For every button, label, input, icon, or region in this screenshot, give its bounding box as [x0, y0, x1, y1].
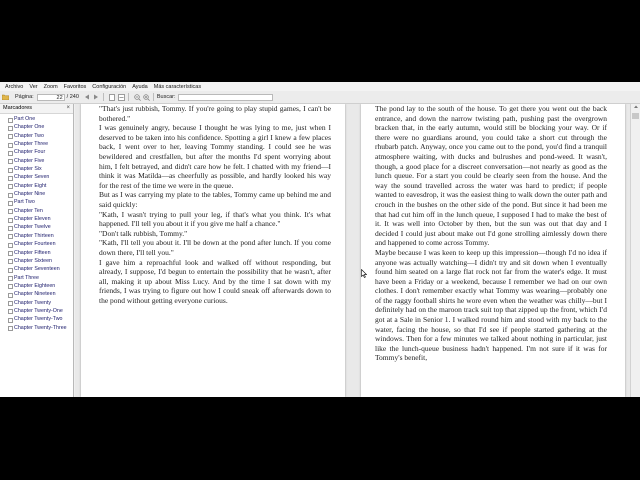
menu-configuracion[interactable]: Configuración [92, 83, 127, 90]
close-icon[interactable]: × [66, 105, 70, 111]
bookmark-item[interactable]: Chapter Eleven [0, 215, 73, 223]
search-input[interactable] [178, 94, 273, 101]
menu-favoritos[interactable]: Favoritos [63, 83, 87, 90]
pdf-reader-window [0, 82, 640, 397]
bookmark-item[interactable]: Chapter Twelve [0, 223, 73, 231]
zoom-in-icon[interactable] [143, 94, 150, 101]
fit-page-icon[interactable] [109, 94, 116, 101]
page-total: / 240 [66, 94, 79, 100]
paragraph: "Kath, I wasn't trying to pull your leg, if that's what you think. It's what happened. I'll tell you about it if you give me half a chance." [99, 209, 331, 229]
paragraph: I gave him a reproachful look and walked off without responding, but already, I suppose, I'd begun to entertain the possibility that he wasn't, after all, making it up about Miss Lucy. And by the time I sat down with my friends, I was trying to figure out how I could sneak off afterwards down to the pond without getting everyone curious. [99, 257, 331, 305]
search-label: Buscar: [156, 94, 176, 100]
zoom-out-icon[interactable] [134, 94, 141, 101]
paragraph: "Don't talk rubbish, Tommy." [99, 228, 188, 238]
paragraph: But as I was carrying my plate to the tables, Tommy came up behind me and said quickly: [99, 190, 331, 209]
menu-ver[interactable]: Ver [29, 83, 38, 90]
bookmark-item[interactable]: Part One [0, 115, 73, 123]
bookmark-item[interactable]: Chapter Eight [0, 182, 73, 190]
bookmark-item[interactable]: Chapter Seven [0, 173, 73, 181]
sidebar-header [0, 104, 73, 114]
paragraph: "That's just rubbish, Tommy. If you're going to play stupid games, I can't be bothered." [99, 104, 331, 123]
bookmark-item[interactable]: Chapter Ten [0, 207, 73, 215]
bookmark-item[interactable]: Chapter Eighteen [0, 282, 73, 290]
bookmark-item[interactable]: Part Two [0, 198, 73, 206]
next-page-icon[interactable] [93, 94, 100, 101]
bookmark-item[interactable]: Chapter Nineteen [0, 290, 73, 298]
menu-mas-caracteristicas[interactable]: Más características [153, 83, 202, 90]
scroll-up-icon[interactable] [631, 104, 640, 112]
vertical-scrollbar[interactable] [630, 104, 640, 397]
menu-ayuda[interactable]: Ayuda [132, 83, 148, 90]
left-page [81, 104, 345, 397]
bookmark-item[interactable]: Chapter Fifteen [0, 249, 73, 257]
toolbar-separator [103, 93, 104, 101]
bookmarks-sidebar [0, 104, 74, 397]
left-page-text [99, 104, 331, 305]
bookmark-item[interactable]: Chapter Twenty-One [0, 307, 73, 315]
page-number-input[interactable]: 22 [37, 94, 65, 101]
paragraph: The pond lay to the south of the house. To get there you went out the back entrance, and down the narrow twisting path, pushing past the overgrown bracken that, in the early autumn, would still be blocking your way. Or if there were no guardians around, you could take a short cut through the rhubarb patch. Anyway, once you came out to the pond, you'd find a tranquil atmosphere waiting, with ducks and bulrushes and pond-weed. It wasn't, though, a good place for a discreet conversation—not nearly as good as the lunch queue. For a start you could be clearly seen from the house. And the way the sound travelled across the water was hard to predict; if people wanted to eavesdrop, it was the easiest thing to walk down the outer path and crouch in the bushes on the other side of the pond. But since it had been me that had cut him off in the lunch queue, I supposed I had to make the best of it. It was well into October by then, but the sun was out that day and I decided I could just about make out I'd gone strolling aimlessly down there and happened to come across Tommy. [375, 104, 607, 248]
bookmark-item[interactable]: Chapter Six [0, 165, 73, 173]
menu-zoom[interactable]: Zoom [43, 83, 58, 90]
bookmark-item[interactable]: Chapter Nine [0, 190, 73, 198]
bookmark-item[interactable]: Chapter Twenty [0, 299, 73, 307]
right-page-text [375, 104, 607, 363]
bookmark-item[interactable]: Chapter Two [0, 132, 73, 140]
page-label: Página: [15, 94, 34, 100]
mouse-cursor-icon [361, 269, 367, 278]
menu-bar [0, 82, 640, 91]
bookmark-item[interactable]: Chapter One [0, 123, 73, 131]
scrollbar-thumb[interactable] [632, 113, 639, 119]
menu-archivo[interactable]: Archivo [5, 83, 24, 90]
bookmark-item[interactable]: Chapter Five [0, 157, 73, 165]
document-view[interactable] [75, 104, 640, 397]
paragraph: I was genuinely angry, because I thought he was lying to me, just when I deserved to be taken into his confidence. Spotting a girl I knew a few places back, I went over to her, leaving Tommy standing. I could see he was bewildered and crestfallen, but after the months I'd spent worrying about him, I felt betrayed, and didn't care how he felt. I chatted with my friend—I think it was Matilda—as cheerfully as possible, and hardly looked his way for the rest of the time we were in the queue. [99, 123, 331, 190]
bookmark-item[interactable]: Chapter Sixteen [0, 257, 73, 265]
bookmark-list [0, 114, 73, 332]
fit-width-icon[interactable] [118, 94, 125, 101]
bookmark-item[interactable]: Chapter Seventeen [0, 265, 73, 273]
previous-page-icon[interactable] [84, 94, 91, 101]
toolbar-separator [128, 93, 129, 101]
paragraph: Maybe because I was keen to keep up this impression—though I'd no idea if anyone was actually watching—I didn't try and sit down when I eventually found him seated on a large flat rock not far from the water's edge. It must have been a Friday or a weekend, because I remember we had on our own clothes. I don't remember exactly what Tommy was wearing—probably one of the raggy football shirts he wore even when the weather was chilly—but I definitely had on the maroon track suit top that zipped up the front, which I'd got at a Sale in Senior 1. I walked round him and stood with my back to the water, facing the house, so that I'd see if people started gathering at the windows. Then for a few minutes we talked about nothing in particular, just like the lunch-queue business hadn't happened. I'm not sure if it was for Tommy's benefit, [375, 247, 607, 363]
sidebar-title: Marcadores [3, 105, 33, 111]
bookmark-item[interactable]: Chapter Thirteen [0, 232, 73, 240]
paragraph: "Kath, I'll tell you about it. I'll be down at the pond after lunch. If you come down there, I'll tell you." [99, 238, 331, 257]
bookmark-item[interactable]: Chapter Fourteen [0, 240, 73, 248]
right-page [361, 104, 625, 397]
toolbar [0, 91, 640, 104]
bookmark-item[interactable]: Chapter Four [0, 148, 73, 156]
bookmark-item[interactable]: Part Three [0, 274, 73, 282]
open-file-icon[interactable] [2, 94, 9, 101]
toolbar-separator [153, 93, 154, 101]
bookmark-item[interactable]: Chapter Three [0, 140, 73, 148]
bookmark-item[interactable]: Chapter Twenty-Two [0, 315, 73, 323]
bookmark-item[interactable]: Chapter Twenty-Three [0, 324, 73, 332]
